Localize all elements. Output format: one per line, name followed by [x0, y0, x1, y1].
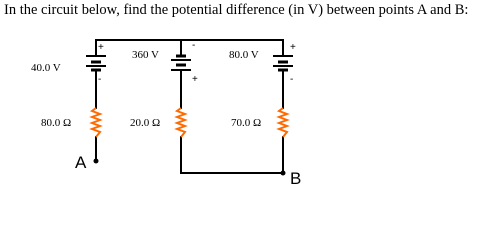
- resistor-right-label: 70.0 Ω: [231, 117, 262, 129]
- battery-left-top-sign: +: [98, 42, 104, 53]
- battery-right-top-sign: +: [290, 42, 296, 53]
- battery-middle: [171, 40, 198, 85]
- resistor-left: [92, 108, 100, 137]
- resistor-right: [279, 108, 287, 137]
- battery-middle-top-sign: -: [192, 40, 196, 51]
- battery-right-bottom-sign: -: [290, 74, 294, 85]
- battery-right-label: 80.0 V: [229, 49, 259, 61]
- battery-middle-label: 360 V: [132, 49, 159, 61]
- point-b-label: B: [290, 169, 302, 188]
- battery-left-label: 40.0 V: [31, 62, 61, 74]
- problem-statement: In the circuit below, find the potential difference (in V) between points A and B:: [4, 2, 469, 18]
- resistor-middle-label: 20.0 Ω: [130, 117, 161, 129]
- point-b-dot: [281, 171, 286, 176]
- battery-middle-bottom-sign: +: [192, 74, 198, 85]
- battery-left-bottom-sign: -: [98, 74, 102, 85]
- resistor-middle: [177, 108, 185, 137]
- resistor-left-label: 80.0 Ω: [41, 117, 72, 129]
- point-a-label: A: [75, 153, 87, 172]
- point-a-dot: [94, 159, 99, 164]
- battery-right: [273, 42, 296, 85]
